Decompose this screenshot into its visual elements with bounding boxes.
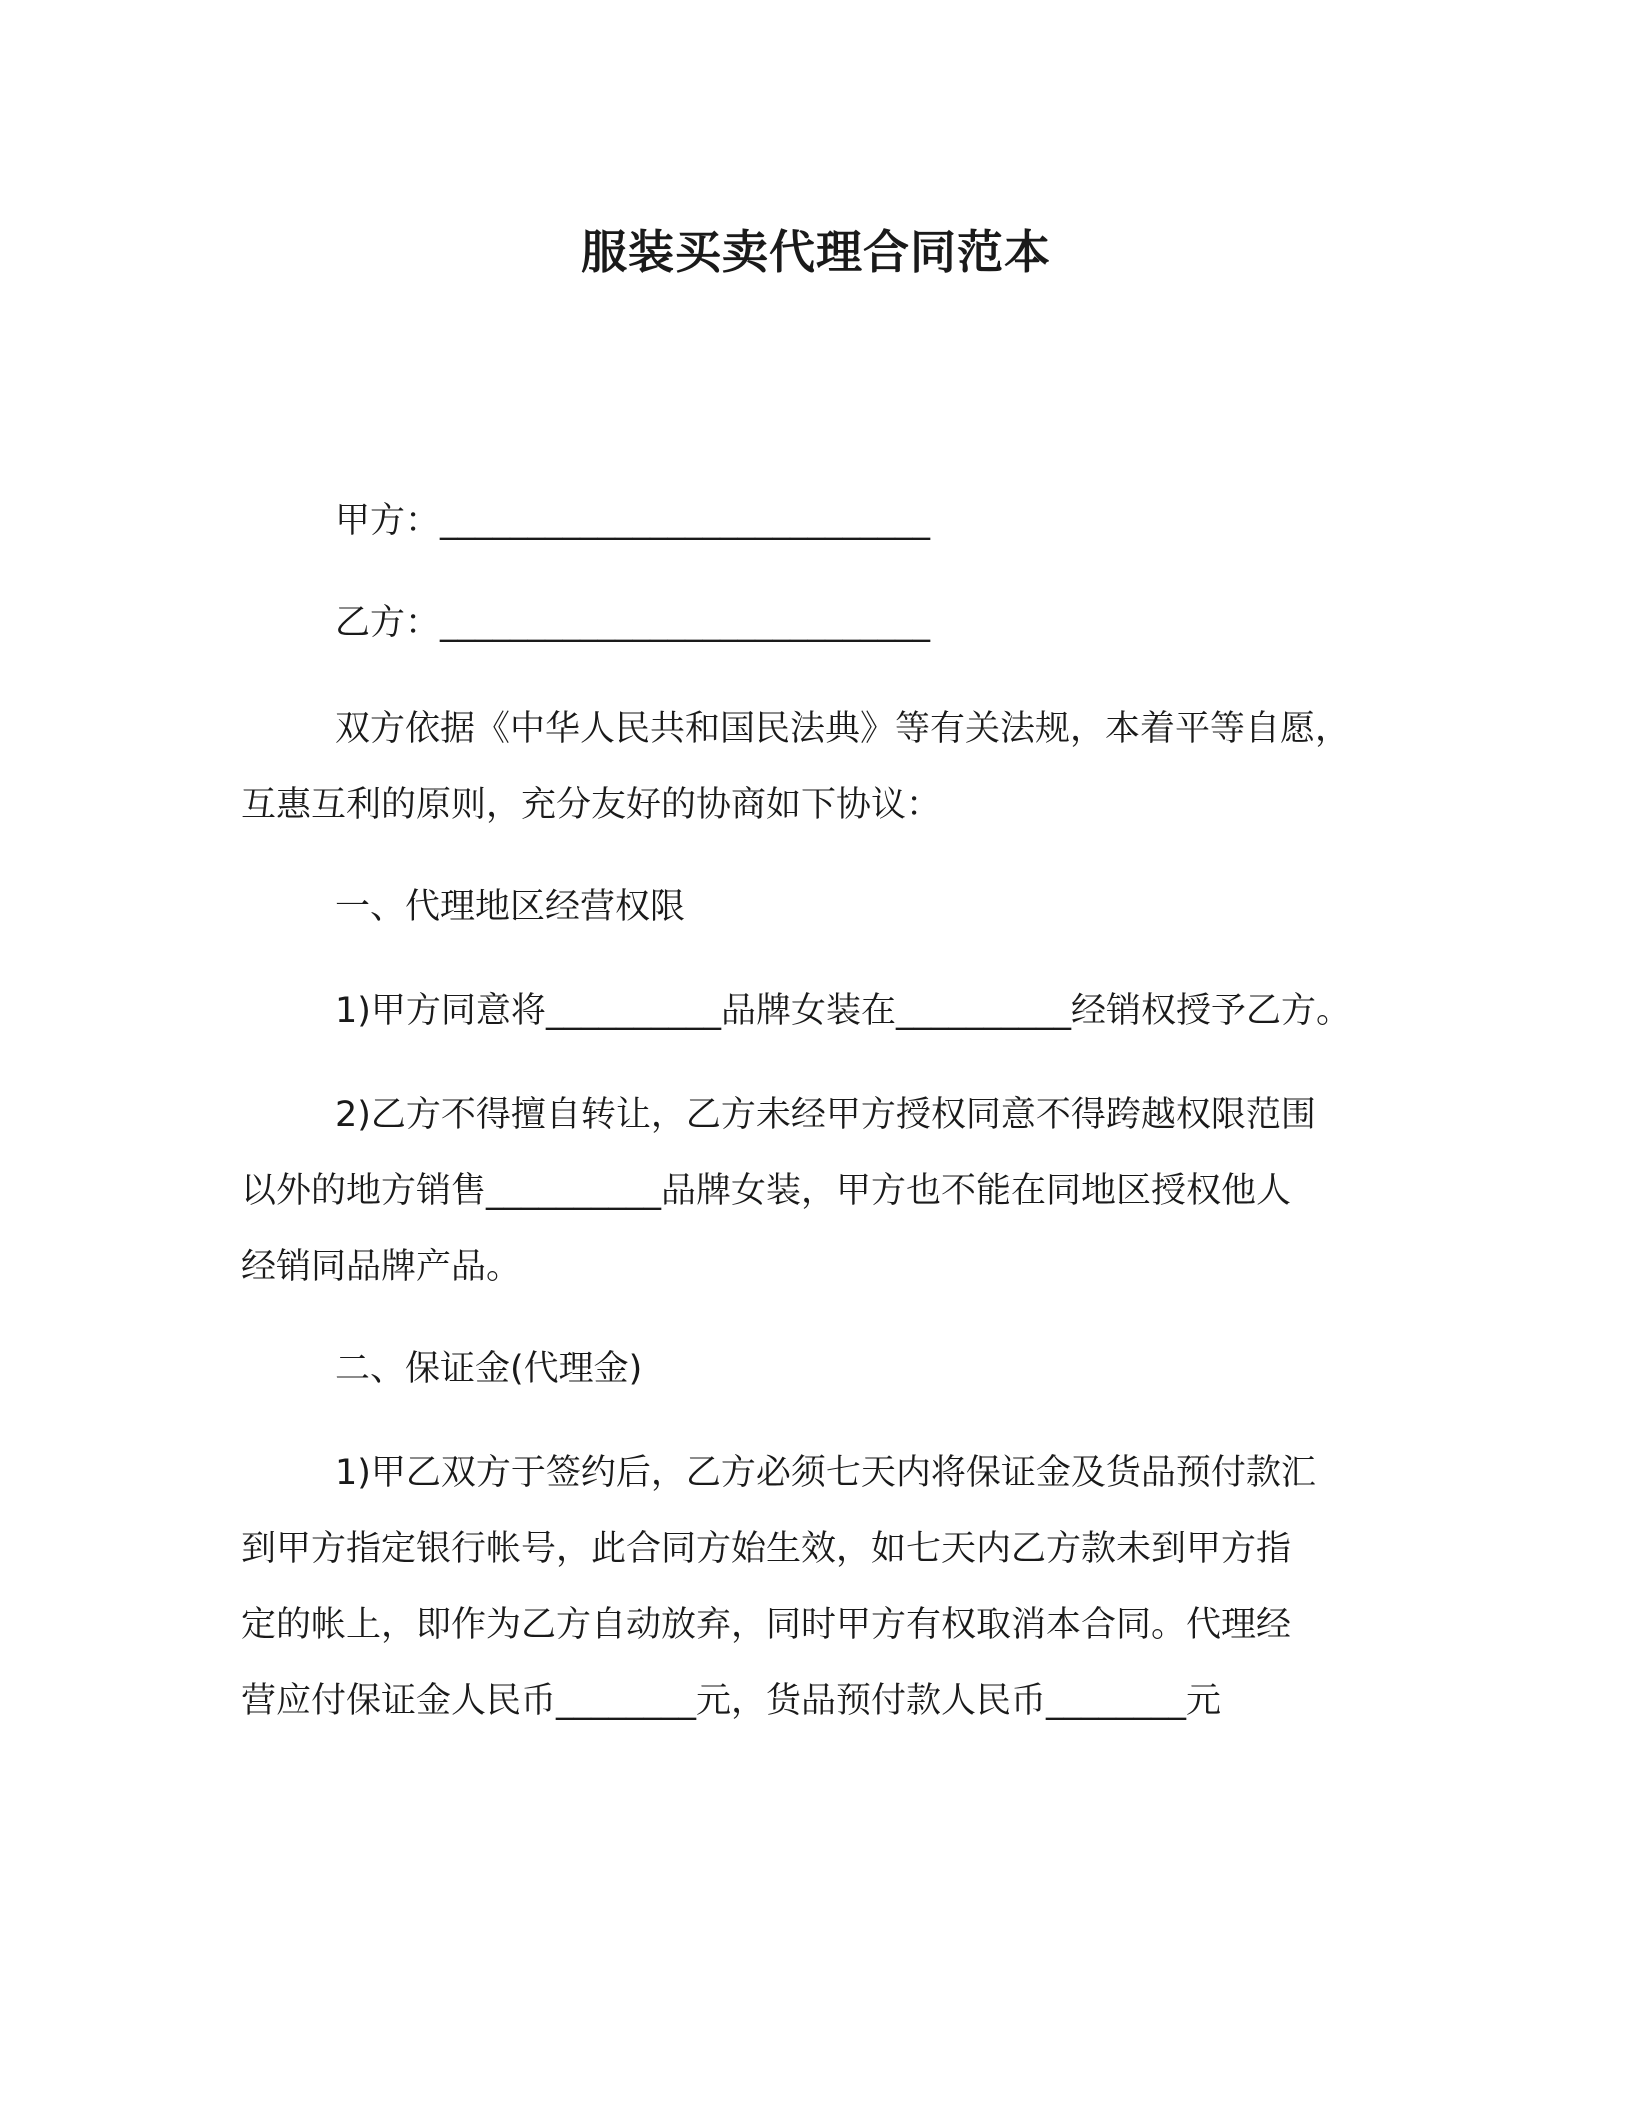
s1-item2-part1: 以外的地方销售	[241, 1171, 487, 1211]
s1-item1-part3: 经销权授予乙方。	[1070, 991, 1351, 1031]
section-1-item-2-line-3: 经销同品牌产品。	[241, 1247, 522, 1287]
s2-item1-blank1: ________	[556, 1681, 697, 1721]
s1-item1-blank1: __________	[545, 991, 721, 1031]
s2-item1-part3: 元	[1186, 1681, 1222, 1721]
document-title: 服装买卖代理合同范本	[581, 225, 1051, 279]
s2-item1-part2: 元，货品预付款人民币	[696, 1681, 1047, 1721]
section-1-heading: 一、代理地区经营权限	[335, 887, 686, 927]
section-1-item-2-line-2	[241, 1168, 1291, 1214]
s1-item1-part2: 品牌女装在	[720, 991, 896, 1031]
s2-item1-blank2: ________	[1046, 1681, 1187, 1721]
s2-item1-part1: 营应付保证金人民币	[241, 1681, 557, 1721]
party-a-blank: ____________________________	[440, 501, 931, 541]
section-2-item-1-line-3: 定的帐上，即作为乙方自动放弃，同时甲方有权取消本合同。代理经	[241, 1605, 1292, 1645]
section-1-item-2-line-1: 2)乙方不得擅自转让，乙方未经甲方授权同意不得跨越权限范围	[335, 1095, 1316, 1135]
party-b-line	[335, 600, 930, 646]
section-2-item-1-line-4	[241, 1678, 1221, 1724]
party-a-line	[335, 498, 930, 544]
section-2-item-1-line-2: 到甲方指定银行帐号，此合同方始生效，如七天内乙方款未到甲方指	[241, 1529, 1292, 1569]
s1-item1-blank2: __________	[895, 991, 1071, 1031]
s1-item2-blank: __________	[486, 1171, 662, 1211]
section-2-item-1-line-1: 1)甲乙双方于签约后，乙方必须七天内将保证金及货品预付款汇	[335, 1453, 1316, 1493]
intro-line-2: 互惠互利的原则，充分友好的协商如下协议：	[241, 785, 942, 825]
s1-item1-part1: 1)甲方同意将	[335, 991, 546, 1031]
party-b-blank: ____________________________	[440, 603, 931, 643]
intro-line-1: 双方依据《中华人民共和国民法典》等有关法规，本着平等自愿，	[335, 709, 1351, 749]
s1-item2-part2: 品牌女装，甲方也不能在同地区授权他人	[661, 1171, 1292, 1211]
section-2-heading: 二、保证金(代理金)	[335, 1349, 643, 1389]
party-a-label: 甲方：	[335, 501, 441, 541]
party-b-label: 乙方：	[335, 603, 441, 643]
section-1-item-1	[335, 988, 1351, 1034]
